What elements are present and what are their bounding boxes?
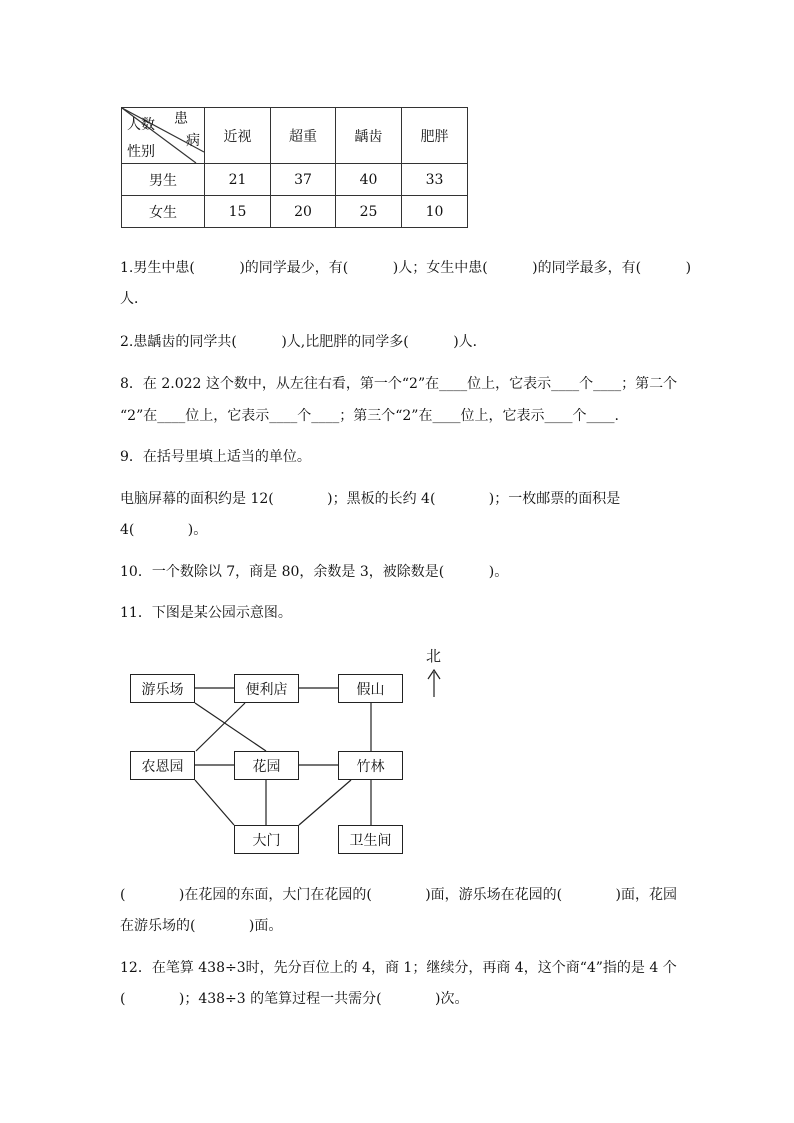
- row-label: 女生: [122, 196, 205, 228]
- table-cell: 25: [336, 196, 402, 228]
- table-cell: 15: [205, 196, 271, 228]
- row-label: 男生: [122, 164, 205, 196]
- park-node-farm: 农恩园: [130, 751, 195, 780]
- question-12-line-1: 12．在笔算 438÷3时，先分百位上的 4，商 1；继续分，再商 4，这个商“4”指的是 4 个: [120, 960, 677, 976]
- corner-label-right: 病: [186, 133, 200, 149]
- park-node-toilet: 卫生间: [338, 825, 403, 854]
- table-cell: 40: [336, 164, 402, 196]
- corner-label-middle: 人数: [127, 117, 155, 133]
- question-12-line-2: ( )；438÷3 的笔算过程一共需分( )次。: [120, 991, 469, 1007]
- question-9-line-2: 4( )。: [120, 522, 208, 538]
- column-header: 近视: [205, 108, 271, 164]
- park-node-gate: 大门: [234, 825, 299, 854]
- question-11-title: 11．下图是某公园示意图。: [120, 605, 292, 621]
- question-2: 2.患龋齿的同学共( )人,比肥胖的同学多( )人．: [120, 334, 487, 350]
- table-cell: 33: [402, 164, 468, 196]
- table-cell: 10: [402, 196, 468, 228]
- question-11-line-2: 在游乐场的( )面。: [120, 918, 283, 934]
- north-label: 北: [426, 647, 442, 665]
- corner-label-bottom: 性别: [127, 144, 155, 160]
- column-header: 龋齿: [336, 108, 402, 164]
- question-10: 10．一个数除以 7，商是 80，余数是 3，被除数是( )。: [120, 564, 509, 580]
- question-11-line-1: ( )在花园的东面，大门在花园的( )面，游乐场在花园的( )面，花园: [120, 887, 677, 903]
- question-8-line-2: “2”在____位上，它表示____个____；第三个“2”在____位上，它表示____个____.: [120, 408, 619, 424]
- table-cell: 20: [271, 196, 336, 228]
- question-9-title: 9．在括号里填上适当的单位。: [120, 449, 311, 465]
- question-1-line-2: 人．: [120, 291, 148, 307]
- park-node-bamboo: 竹林: [338, 751, 403, 780]
- park-node-rockery: 假山: [338, 674, 403, 703]
- question-1-line-1: 1.男生中患( )的同学最少，有( )人；女生中患( )的同学最多，有( ): [120, 260, 692, 276]
- column-header: 肥胖: [402, 108, 468, 164]
- question-8-line-1: 8．在 2.022 这个数中，从左往右看，第一个“2”在____位上，它表示____个____；第二个: [120, 376, 678, 392]
- table-cell: 21: [205, 164, 271, 196]
- park-node-garden: 花园: [234, 751, 299, 780]
- table-cell: 37: [271, 164, 336, 196]
- park-node-amusement: 游乐场: [130, 674, 195, 703]
- corner-label-top: 患: [174, 111, 188, 127]
- park-node-store: 便利店: [234, 674, 299, 703]
- question-9-line-1: 电脑屏幕的面积约是 12( )；黑板的长约 4( )；一枚邮票的面积是: [120, 491, 621, 507]
- column-header: 超重: [271, 108, 336, 164]
